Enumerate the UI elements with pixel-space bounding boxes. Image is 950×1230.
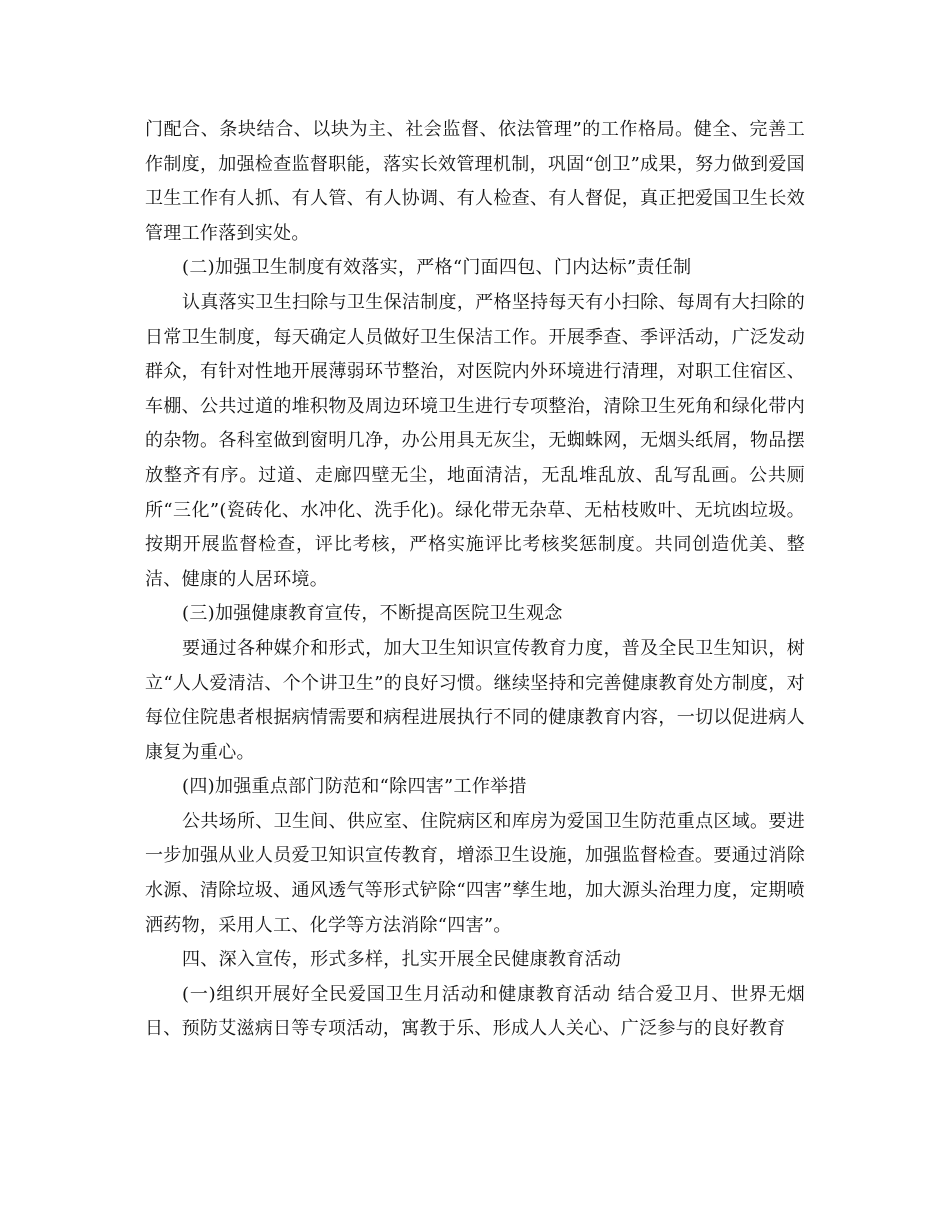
section-heading-2: (二)加强卫生制度有效落实，严格“门面四包、门内达标”责任制: [182, 257, 692, 279]
paragraph-continuation: 门配合、条块结合、以块为主、社会监督、依法管理”的工作格局。健全、完善工作制度，加强检查监督职能，落实长效管理机制，巩固“创卫”成果，努力做到爱国卫生工作有人抓、有人管、有人协调、有人检查、有人督促，真正把爱国卫生长效管理工作落到实处。: [145, 119, 805, 244]
section-heading-3: (三)加强健康教育宣传，不断提高医院卫生观念: [182, 603, 563, 625]
chapter-heading-4: 四、深入宣传，形式多样，扎实开展全民健康教育活动: [182, 949, 622, 971]
section-heading-4: (四)加强重点部门防范和“除四害”工作举措: [182, 776, 527, 798]
paragraph-health-education: 要通过各种媒介和形式，加大卫生知识宣传教育力度，普及全民卫生知识，树立“人人爱清洁、个个讲卫生”的良好习惯。继续坚持和完善健康教育处方制度，对每位住院患者根据病情需要和病程进展执行不同的健康教育内容，一切以促进病人康复为重心。: [145, 637, 805, 763]
document-body: [145, 113, 805, 1047]
paragraph-health-month: (一)组织开展好全民爱国卫生月活动和健康教育活动 结合爱卫月、世界无烟日、预防艾滋病日等专项活动，寓教于乐、形成人人关心、广泛参与的良好教育: [145, 983, 805, 1040]
paragraph-key-departments: 公共场所、卫生间、供应室、住院病区和库房为爱国卫生防范重点区域。要进一步加强从业人员爱卫知识宣传教育，增添卫生设施，加强监督检查。要通过消除水源、清除垃圾、通风透气等形式铲除“四害”孳生地，加大源头治理力度，定期喷洒药物，采用人工、化学等方法消除“四害”。: [145, 810, 805, 936]
paragraph-hygiene-system: 认真落实卫生扫除与卫生保洁制度，严格坚持每天有小扫除、每周有大扫除的日常卫生制度，每天确定人员做好卫生保洁工作。开展季查、季评活动，广泛发动群众，有针对性地开展薄弱环节整治，对医院内外环境进行清理，对职工住宿区、车棚、公共过道的堆积物及周边环境卫生进行专项整治，清除卫生死角和绿化带内的杂物。各科室做到窗明几净，办公用具无灰尘，无蜘蛛网，无烟头纸屑，物品摆放整齐有序。过道、走廊四壁无尘，地面清洁，无乱堆乱放、乱写乱画。公共厕所“三化”(瓷砖化、水冲化、洗手化)。绿化带无杂草、无枯枝败叶、无坑凼垃圾。按期开展监督检查，评比考核，严格实施评比考核奖惩制度。共同创造优美、整洁、健康的人居环境。: [145, 291, 805, 590]
